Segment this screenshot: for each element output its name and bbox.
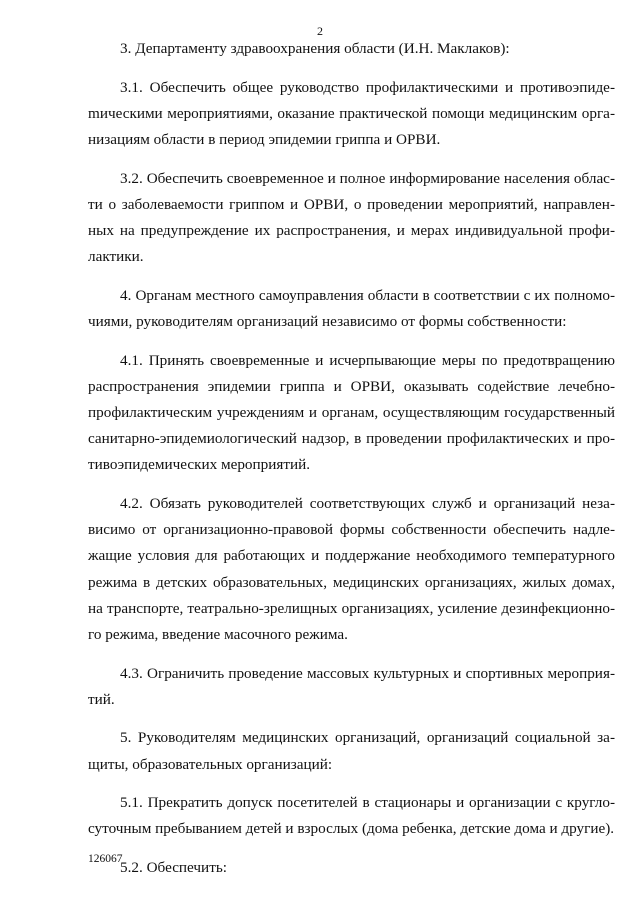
paragraph-5-1: 5.1. Прекратить допуск посетителей в стационары и организации с круглосуточным пребыванием детей и взрослых (дома ребенка, детские дома и другие). (88, 794, 615, 838)
paragraph-4: 4. Органам местного самоуправления области в соответствии с их полномочиями, руководителям организаций независимо от формы собственности: (88, 286, 615, 330)
paragraph-4-1: 4.1. Принять своевременные и исчерпывающие меры по предотвращению распространения эпидемии гриппа и ОРВИ, оказывать содействие лечебно-профилактическим учреждениям и органам, осуществляющим государственный санитарно-эпидемиологический надзор, в проведении профилактических и противоэпидемических мероприятий. (88, 351, 615, 474)
paragraph-4-2: 4.2. Обязать руководителей соответствующих служб и организаций независимо от организационно-правовой формы собственности обеспечить надлежащие условия для работающих и поддержание необходимого температурного режима в детских образовательных, медицинских организациях, жилых домах, на транспорте, театрально-зрелищных организациях, усиление дезинфекционного режима, введение масочного режима. (88, 495, 615, 644)
paragraph-3-1: 3.1. Обеспечить общее руководство профилактическими и противоэпидеmическими мероприятиями, оказание практической помощи медицинским организациям области в период эпидемии гриппа и ОРВИ. (88, 78, 615, 148)
paragraph-3-2: 3.2. Обеспечить своевременное и полное информирование населения области о заболеваемости гриппом и ОРВИ, о проведении мероприятий, направленных на предупреждение их распространения, и мерах индивидуальной профилактики. (88, 169, 615, 266)
paragraph-3: 3. Департаменту здравоохранения области (И.Н. Маклаков): (120, 40, 510, 57)
footer-document-code: 126067 (88, 853, 123, 865)
paragraph-4-3: 4.3. Ограничить проведение массовых культурных и спортивных мероприятий. (88, 664, 615, 708)
document-body (88, 36, 615, 881)
paragraph-5: 5. Руководителям медицинских организаций, организаций социальной защиты, образовательных организаций: (88, 729, 615, 773)
paragraph-5-2: 5.2. Обеспечить: (120, 859, 227, 876)
page-number: 2 (317, 24, 323, 38)
